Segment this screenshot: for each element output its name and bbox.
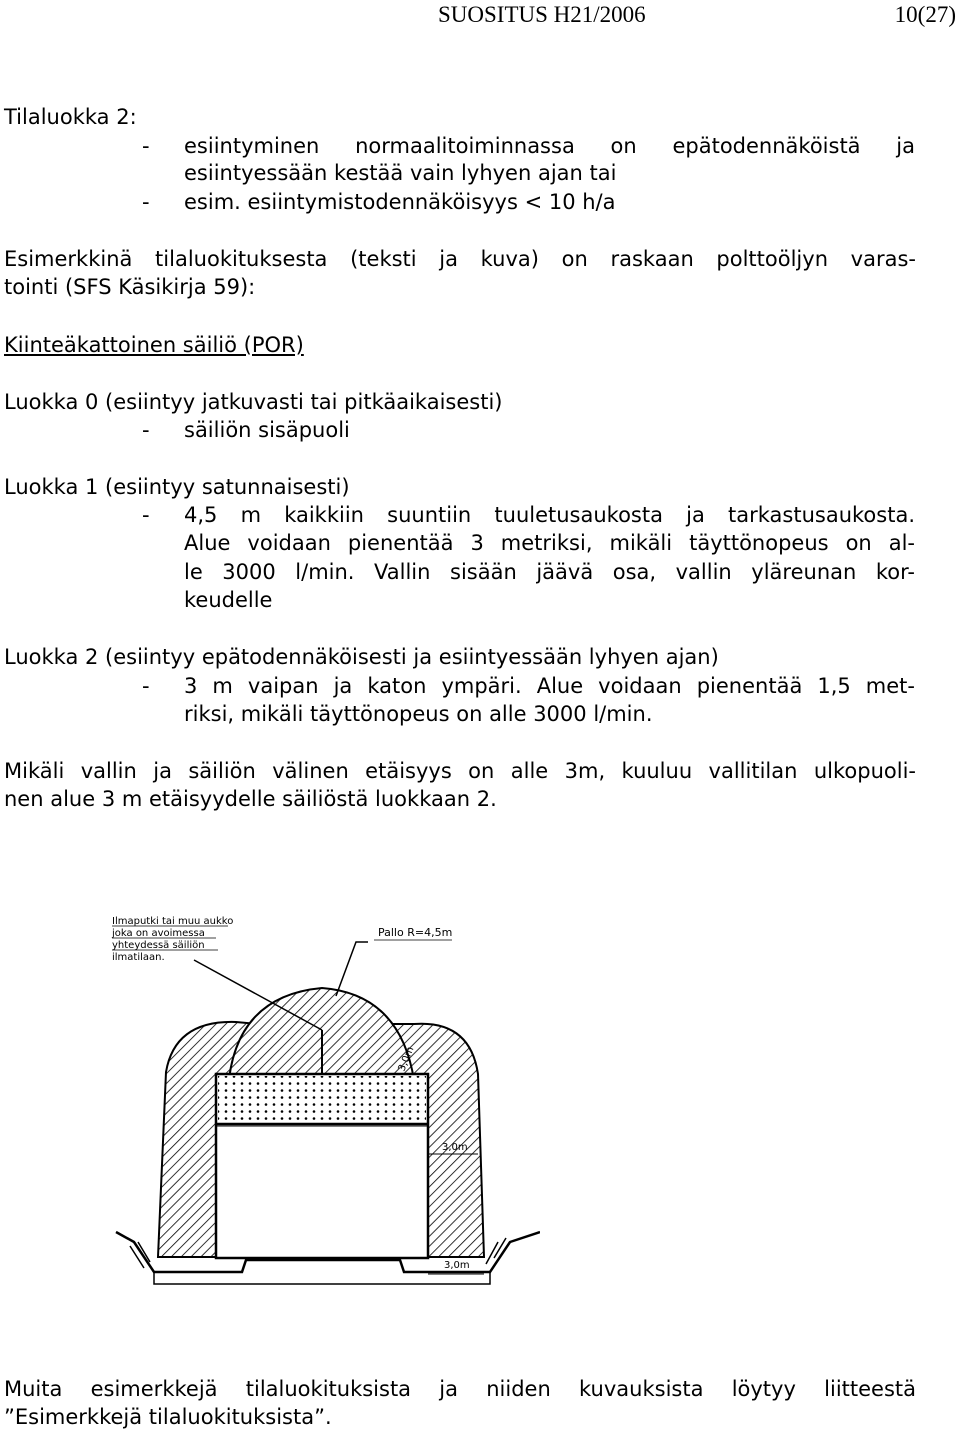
bullet: - — [142, 418, 150, 442]
tank-title: Kiinteäkattoinen säiliö (POR) — [4, 333, 304, 357]
pipe-label-line2: joka on avoimessa — [112, 928, 205, 939]
bullet: - — [142, 190, 150, 214]
class2-bullet1-line2: esiintyessään kestää vain lyhyen ajan tai — [184, 161, 617, 185]
dim-3m-sphere: 3,0m — [396, 1045, 417, 1074]
bullet: - — [142, 134, 150, 158]
class2-bullet1-line1: esiintyminen normaalitoiminnassa on epätodennäköistä ja — [184, 134, 915, 158]
zone0-bullet1: säiliön sisäpuoli — [184, 418, 350, 442]
footer-line2: ”Esimerkkejä tilaluokituksista”. — [4, 1405, 332, 1429]
bullet: - — [142, 674, 150, 698]
pipe-label-line4: ilmatilaan. — [112, 952, 165, 963]
zone1-line2: Alue voidaan pienentää 3 metriksi, mikäli täyttönopeus on al- — [184, 531, 915, 555]
dim-3m-ground: 3,0m — [444, 1260, 470, 1271]
page-header — [0, 0, 960, 36]
bullet: - — [142, 503, 150, 527]
zone1-line1: 4,5 m kaikkiin suuntiin tuuletusaukosta ja tarkastusaukosta. — [184, 503, 915, 527]
page-number: 10(27) — [894, 2, 956, 27]
tank-zone-figure — [70, 912, 540, 1342]
example-line1: Esimerkkinä tilaluokituksesta (teksti ja kuva) on raskaan polttoöljyn varas- — [4, 247, 916, 271]
pipe-label-line3: yhteydessä säiliön — [112, 940, 205, 951]
zone1-title: Luokka 1 (esiintyy satunnaisesti) — [4, 475, 350, 499]
zone2-line2: riksi, mikäli täyttönopeus on alle 3000 l/min. — [184, 702, 653, 726]
document-code: SUOSITUS H21/2006 — [438, 2, 646, 27]
dim-3m-side: 3,0m — [442, 1142, 468, 1153]
note-line2: nen alue 3 m etäisyydelle säiliöstä luokkaan 2. — [4, 787, 497, 811]
tank-vapour-space — [218, 1076, 426, 1124]
zone2-title: Luokka 2 (esiintyy epätodennäköisesti ja esiintyessään lyhyen ajan) — [4, 645, 719, 669]
footer-line1: Muita esimerkkejä tilaluokituksista ja niiden kuvauksista löytyy liitteestä — [4, 1377, 916, 1401]
zone1-line3: le 3000 l/min. Vallin sisään jäävä osa, vallin yläreunan kor- — [184, 560, 915, 584]
class2-bullet2: esim. esiintymistodennäköisyys < 10 h/a — [184, 190, 616, 214]
ball-radius-label: Pallo R=4,5m — [378, 926, 453, 939]
zone0-title: Luokka 0 (esiintyy jatkuvasti tai pitkäaikaisesti) — [4, 390, 503, 414]
zone1-line4: keudelle — [184, 588, 273, 612]
example-line2: tointi (SFS Käsikirja 59): — [4, 275, 256, 299]
zone2-line1: 3 m vaipan ja katon ympäri. Alue voidaan pienentää 1,5 met- — [184, 674, 915, 698]
pipe-label-line1: Ilmaputki tai muu aukko — [112, 916, 234, 927]
class2-title: Tilaluokka 2: — [4, 105, 137, 129]
note-line1: Mikäli vallin ja säiliön välinen etäisyys on alle 3m, kuuluu vallitilan ulkopuoli- — [4, 759, 916, 783]
